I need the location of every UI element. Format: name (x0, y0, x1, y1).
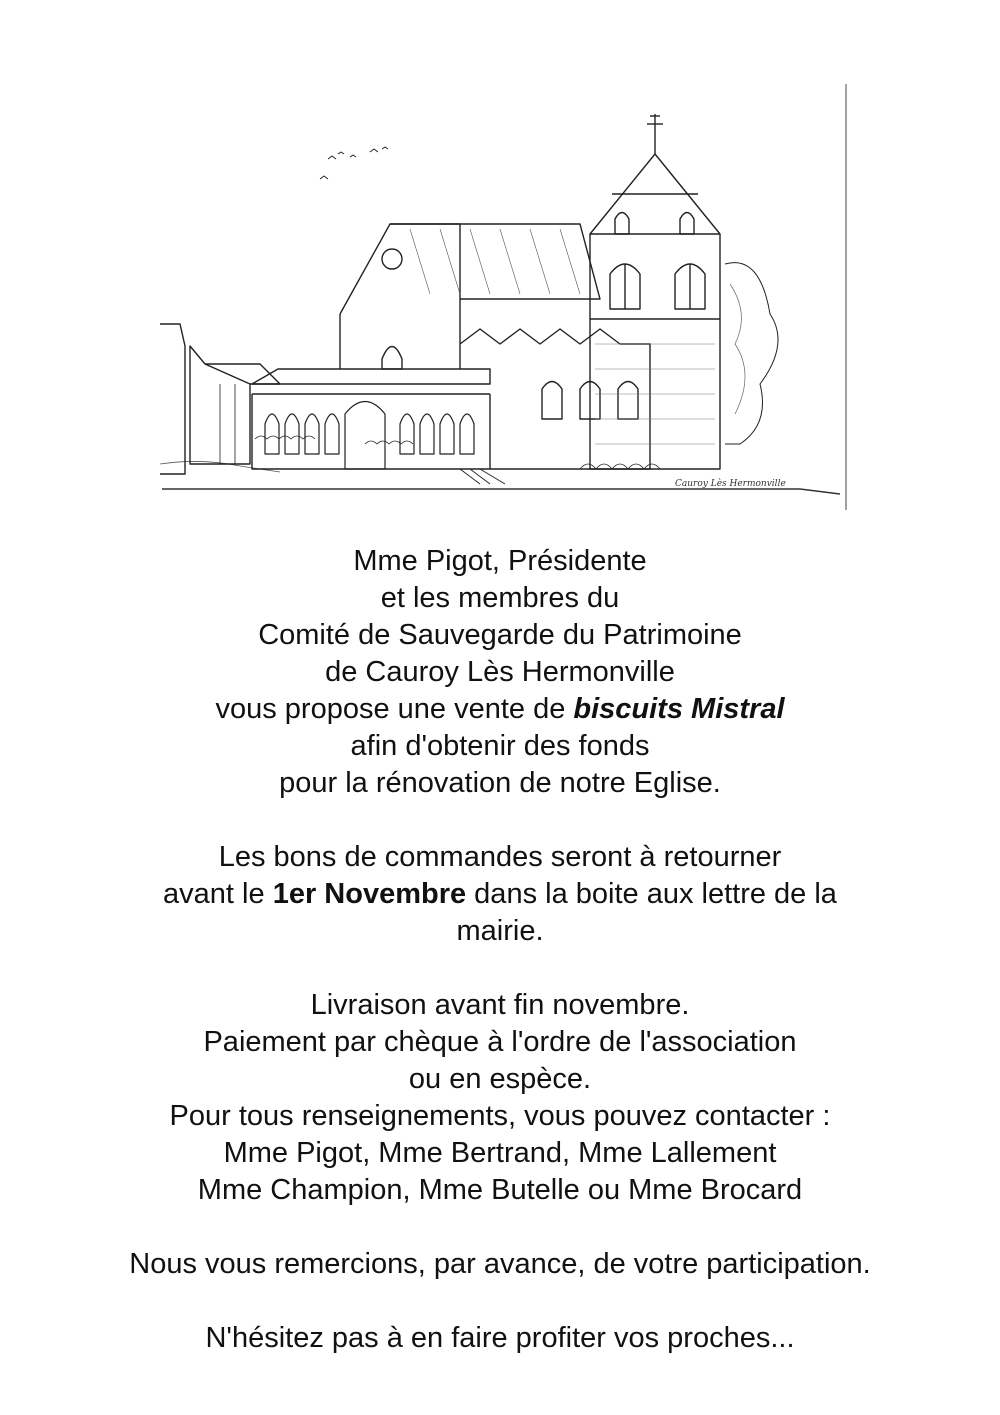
intro-line-6: afin d'obtenir des fonds (350, 730, 650, 762)
orders-line-3: mairie. (456, 915, 544, 947)
intro-line-4: de Cauroy Lès Hermonville (325, 656, 675, 688)
intro-line-5-prefix: vous propose une vente de (215, 693, 574, 725)
intro-line-3: Comité de Sauvegarde du Patrimoine (258, 619, 742, 651)
biscuits-emphasis: biscuits Mistral (573, 693, 785, 725)
closing-line: N'hésitez pas à en faire profiter vos proches... (205, 1322, 795, 1354)
church-sketch-icon (160, 84, 850, 510)
delivery-line-4: Pour tous renseignements, vous pouvez contacter : (169, 1100, 831, 1132)
orders-line-2-suffix: dans la boite aux lettre de la (466, 878, 837, 910)
delivery-line-3: ou en espèce. (408, 1063, 592, 1095)
intro-line-1: Mme Pigot, Présidente (353, 545, 647, 577)
church-illustration (160, 84, 850, 510)
delivery-line-6: Mme Champion, Mme Butelle ou Mme Brocard (197, 1174, 803, 1206)
orders-line-2-prefix: avant le (163, 878, 273, 910)
orders-line-1: Les bons de commandes seront à retourner (218, 841, 782, 873)
illustration-signature: Cauroy Lès Hermonville (675, 479, 786, 489)
thanks-line: Nous vous remercions, par avance, de votre participation. (129, 1248, 871, 1280)
deadline-emphasis: 1er Novembre (272, 878, 467, 910)
announcement-text (0, 543, 1000, 1357)
intro-line-2: et les membres du (380, 582, 620, 614)
orders-line-2 (0, 876, 1000, 913)
intro-line-7: pour la rénovation de notre Eglise. (279, 767, 721, 799)
delivery-line-1: Livraison avant fin novembre. (310, 989, 690, 1021)
delivery-line-5: Mme Pigot, Mme Bertrand, Mme Lallement (223, 1137, 777, 1169)
delivery-line-2: Paiement par chèque à l'ordre de l'association (203, 1026, 797, 1058)
intro-line-5 (0, 691, 1000, 728)
